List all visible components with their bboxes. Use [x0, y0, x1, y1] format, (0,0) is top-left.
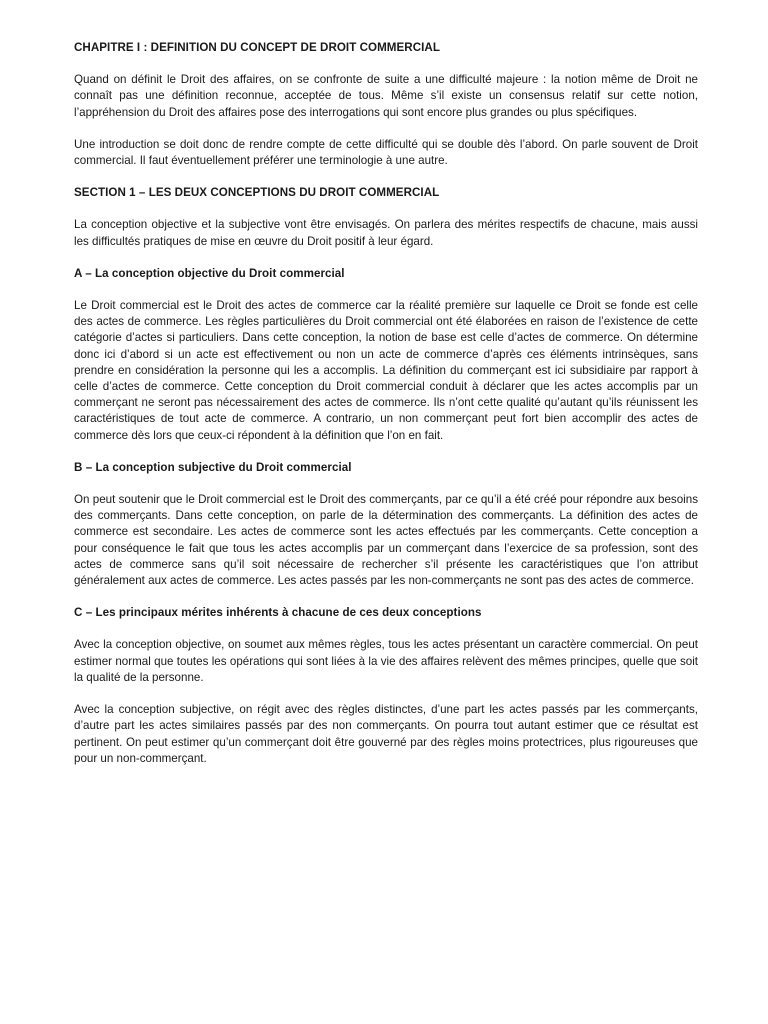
subsection-c-paragraph: Avec la conception subjective, on régit avec des règles distinctes, d’une part les actes passés par les commerçants, d’autre part les actes similaires passés par des non commerçants. On pourra tout autant estimer que ce résultat est pertinent. On peut estimer qu’un commerçant doit être gouverné par des règles moins protectrices, plus rigoureuses que pour un non-commerçant.	[74, 703, 698, 765]
subsection-a-title: A – La conception objective du Droit commercial	[74, 266, 345, 280]
intro-paragraph: Quand on définit le Droit des affaires, on se confronte de suite a une difficulté majeure : la notion même de Droit ne connaît pas une définition reconnue, acceptée de tous. Même s’il existe un consensus relatif sur cette notion, l’appréhension du Droit des affaires pose des interrogations qui sont encore plus grandes ou plus spécifiques.	[74, 73, 698, 119]
subsection-b-text: On peut soutenir que le Droit commercial est le Droit des commerçants, par ce qu’il a été créé pour répondre aux besoins des commerçants. Dans cette conception, on parle de la détermination des commerçants. La définition des actes de commerce est secondaire. Les actes de commerce sont les actes effectués par les commerçants. Cette conception a pour conséquence le fait que tous les actes accomplis par un commerçant dans l’exercice de sa profession, sont des actes de commerce sans qu’il soit nécessaire de rechercher s’il présente les caractéristiques que l’on attribut généralement aux actes de commerce. Les actes passés par les non-commerçants ne sont pas des actes de commerce.	[74, 493, 698, 588]
subsection-a-text: Le Droit commercial est le Droit des actes de commerce car la réalité première sur laquelle ce Droit se fonde est celle des actes de commerce. Les règles particulières du Droit commercial ont été élaborées en raison de l’existence de cette catégorie d’actes si particuliers. Dans cette conception, la notion de base est celle d’actes de commerce. On détermine donc ici d’abord si un acte est effectivement ou non un acte de commerce d’après ces éléments intrinsèques, sans prendre en considération la personne qui les a accomplis. La définition du commerçant est ici subsidiaire par rapport à celle d’actes de commerce. Cette conception du Droit commercial conduit à déclarer que les actes accomplis par un commerçant ne seront pas nécessairement des actes de commerce. Ils n’ont cette qualité qu’autant qu’ils réunissent les caractéristiques de tout acte de commerce. A contrario, un non commerçant peut fort bien accomplir des actes de commerce dès lors que ceux-ci répondent à la définition que l’on en fait.	[74, 299, 698, 442]
subsection-b-title: B – La conception subjective du Droit commercial	[74, 460, 352, 474]
intro-paragraph: Une introduction se doit donc de rendre compte de cette difficulté qui se double dès l’abord. On parle souvent de Droit commercial. Il faut éventuellement préférer une terminologie à une autre.	[74, 137, 698, 168]
document-page	[74, 40, 698, 783]
section-1-title: SECTION 1 – LES DEUX CONCEPTIONS DU DROIT COMMERCIAL	[74, 186, 440, 200]
section-1-intro: La conception objective et la subjective vont être envisagés. On parlera des mérites respectifs de chacune, mais aussi les difficultés pratiques de mise en œuvre du Droit positif à leur égard.	[74, 218, 698, 248]
chapter-title: CHAPITRE I : DEFINITION DU CONCEPT DE DROIT COMMERCIAL	[74, 41, 440, 54]
subsection-c-paragraph: Avec la conception objective, on soumet aux mêmes règles, tous les actes présentant un caractère commercial. On peut estimer normal que toutes les opérations qui sont liées à la vie des affaires relèvent des mêmes principes, quelle que soit la qualité de la personne.	[74, 638, 698, 684]
subsection-c-title: C – Les principaux mérites inhérents à chacune de ces deux conceptions	[74, 606, 482, 620]
